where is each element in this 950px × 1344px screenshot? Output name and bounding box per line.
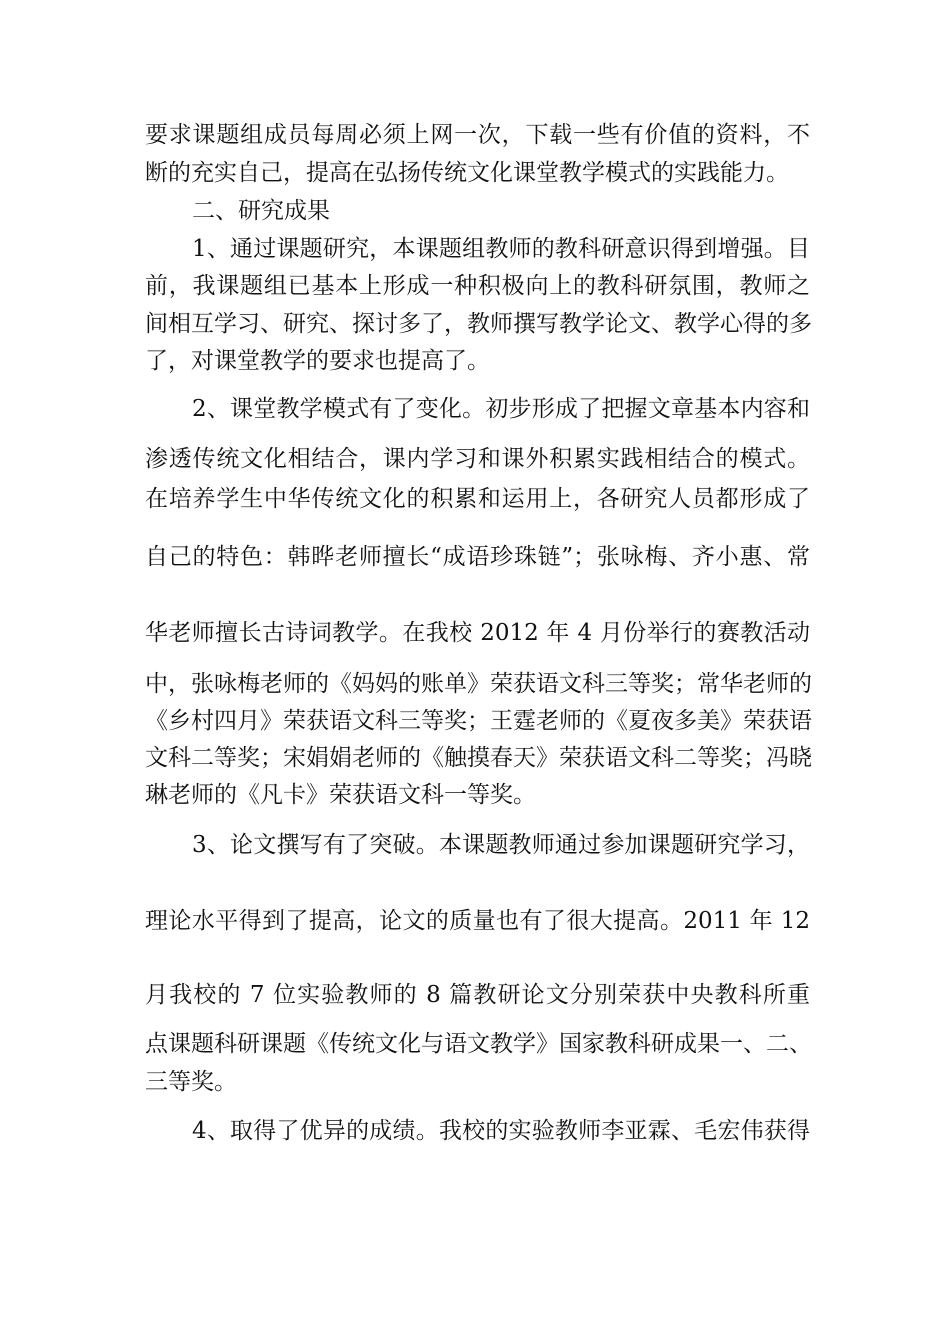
paragraph-line: 4、取得了优异的成绩。我校的实验教师李亚霖、毛宏伟获得	[192, 1118, 810, 1144]
paragraph-line: 三等奖。	[145, 1069, 237, 1095]
paragraph-line: 2、课堂教学模式有了变化。初步形成了把握文章基本内容和	[192, 396, 810, 422]
paragraph-line: 理论水平得到了提高，论文的质量也有了很大提高。2011 年 12	[145, 908, 810, 934]
paragraph-line: 点课题科研课题《传统文化与语文教学》国家教科研成果一、二、	[145, 1031, 812, 1057]
paragraph-line: 文科二等奖；宋娟娟老师的《触摸春天》荣获语文科二等奖；冯晓	[145, 745, 812, 771]
paragraph-line: 断的充实自己，提高在弘扬传统文化课堂教学模式的实践能力。	[145, 160, 789, 186]
paragraph-line: 1、通过课题研究，本课题组教师的教科研意识得到增强。目	[192, 236, 810, 262]
paragraph-line: 《乡村四月》荣获语文科三等奖；王霆老师的《夏夜多美》荣获语	[145, 708, 812, 734]
paragraph-line: 在培养学生中华传统文化的积累和运用上，各研究人员都形成了	[145, 486, 810, 512]
paragraph-line: 间相互学习、研究、探讨多了，教师撰写教学论文、教学心得的多	[145, 311, 812, 337]
paragraph-line: 要求课题组成员每周必须上网一次，下载一些有价值的资料，不	[145, 122, 810, 148]
paragraph-line: 华老师擅长古诗词教学。在我校 2012 年 4 月份举行的赛教活动	[145, 620, 810, 646]
paragraph-line: 自己的特色：韩晔老师擅长“成语珍珠链”；张咏梅、齐小惠、常	[145, 544, 810, 570]
paragraph-line: 前，我课题组已基本上形成一种积极向上的教科研氛围，教师之	[145, 273, 810, 299]
paragraph-line: 渗透传统文化相结合，课内学习和课外积累实践相结合的模式。	[145, 446, 810, 472]
section-heading: 二、研究成果	[192, 198, 330, 224]
paragraph-line: 了，对课堂教学的要求也提高了。	[145, 348, 490, 374]
paragraph-line: 月我校的 7 位实验教师的 8 篇教研论文分别荣获中央教科所重	[145, 982, 810, 1008]
paragraph-line: 中，张咏梅老师的《妈妈的账单》荣获语文科三等奖；常华老师的	[145, 671, 812, 697]
paragraph-line: 3、论文撰写有了突破。本课题教师通过参加课题研究学习，	[192, 832, 810, 858]
paragraph-line: 琳老师的《凡卡》荣获语文科一等奖。	[145, 782, 536, 808]
